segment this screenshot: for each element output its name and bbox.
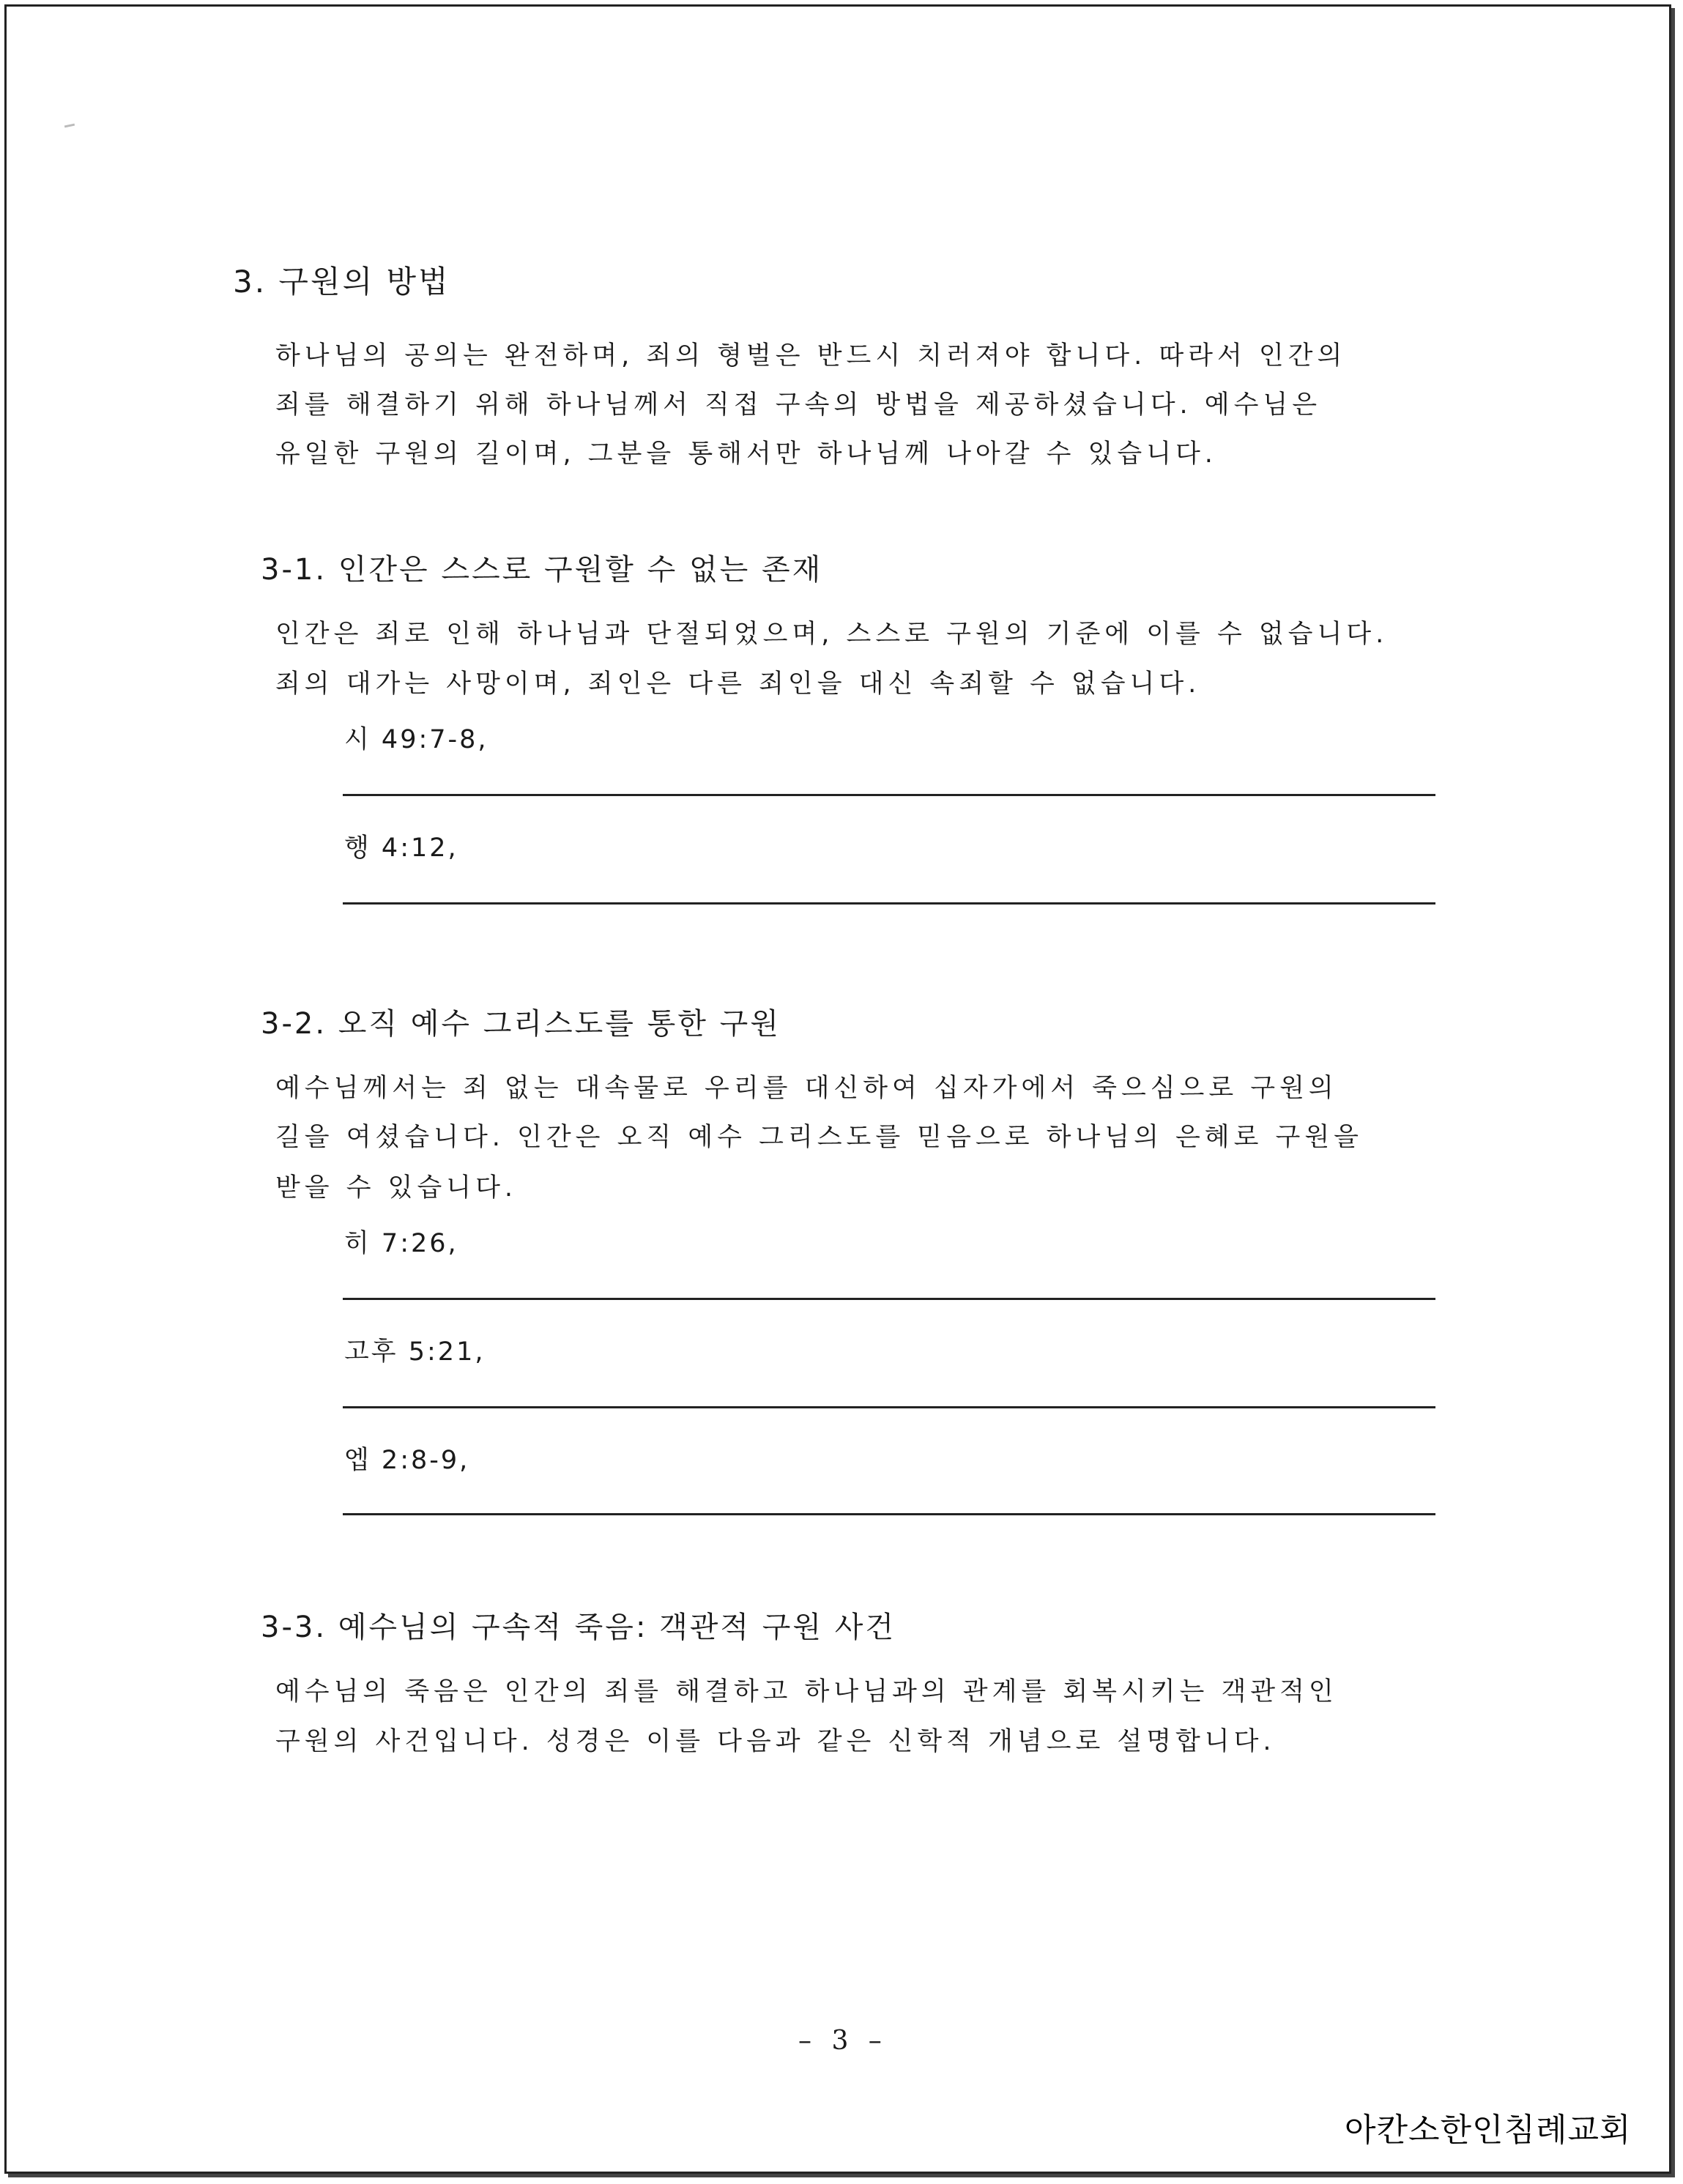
section-paragraph-line: 유일한 구원의 길이며, 그분을 통해서만 하나님께 나아갈 수 있습니다. bbox=[275, 439, 1217, 469]
section-title: 3. 구원의 방법 bbox=[233, 264, 450, 300]
subsection-title: 3-1. 인간은 스스로 구원할 수 없는 존재 bbox=[261, 553, 823, 587]
subsection-title: 3-3. 예수님의 구속적 죽음: 객관적 구원 사건 bbox=[261, 1611, 896, 1644]
answer-line[interactable] bbox=[343, 1513, 1435, 1515]
verse-reference: 행 4:12, bbox=[344, 833, 458, 863]
subsection-paragraph-line: 예수님께서는 죄 없는 대속물로 우리를 대신하여 십자가에서 죽으심으로 구원의 bbox=[275, 1074, 1338, 1103]
answer-line[interactable] bbox=[343, 794, 1435, 796]
page-number: – 3 – bbox=[798, 2026, 888, 2056]
answer-line[interactable] bbox=[343, 1406, 1435, 1408]
section-paragraph-line: 죄를 해결하기 위해 하나님께서 직접 구속의 방법을 제공하셨습니다. 예수님은 bbox=[275, 390, 1322, 420]
subsection-paragraph-line: 길을 여셨습니다. 인간은 오직 예수 그리스도를 믿음으로 하나님의 은혜로 구원을 bbox=[275, 1123, 1363, 1152]
verse-reference: 고후 5:21, bbox=[344, 1337, 486, 1367]
verse-reference: 히 7:26, bbox=[344, 1229, 458, 1258]
church-name: 아칸소한인침례교회 bbox=[1345, 2111, 1632, 2149]
subsection-paragraph-line: 인간은 죄로 인해 하나님과 단절되었으며, 스스로 구원의 기준에 이를 수 없습니다. bbox=[275, 620, 1389, 649]
subsection-title: 3-2. 오직 예수 그리스도를 통한 구원 bbox=[261, 1007, 781, 1041]
subsection-paragraph-line: 받을 수 있습니다. bbox=[275, 1173, 518, 1203]
subsection-paragraph-line: 예수님의 죽음은 인간의 죄를 해결하고 하나님과의 관계를 회복시키는 객관적인 bbox=[275, 1677, 1338, 1706]
answer-line[interactable] bbox=[343, 902, 1435, 905]
answer-line[interactable] bbox=[343, 1298, 1435, 1300]
section-paragraph-line: 하나님의 공의는 완전하며, 죄의 형벌은 반드시 치러져야 합니다. 따라서 인간의 bbox=[275, 341, 1347, 371]
subsection-paragraph-line: 죄의 대가는 사망이며, 죄인은 다른 죄인을 대신 속죄할 수 없습니다. bbox=[275, 669, 1201, 699]
verse-reference: 엡 2:8-9, bbox=[344, 1446, 470, 1475]
subsection-paragraph-line: 구원의 사건입니다. 성경은 이를 다음과 같은 신학적 개념으로 설명합니다. bbox=[275, 1727, 1276, 1756]
verse-reference: 시 49:7-8, bbox=[344, 725, 488, 754]
